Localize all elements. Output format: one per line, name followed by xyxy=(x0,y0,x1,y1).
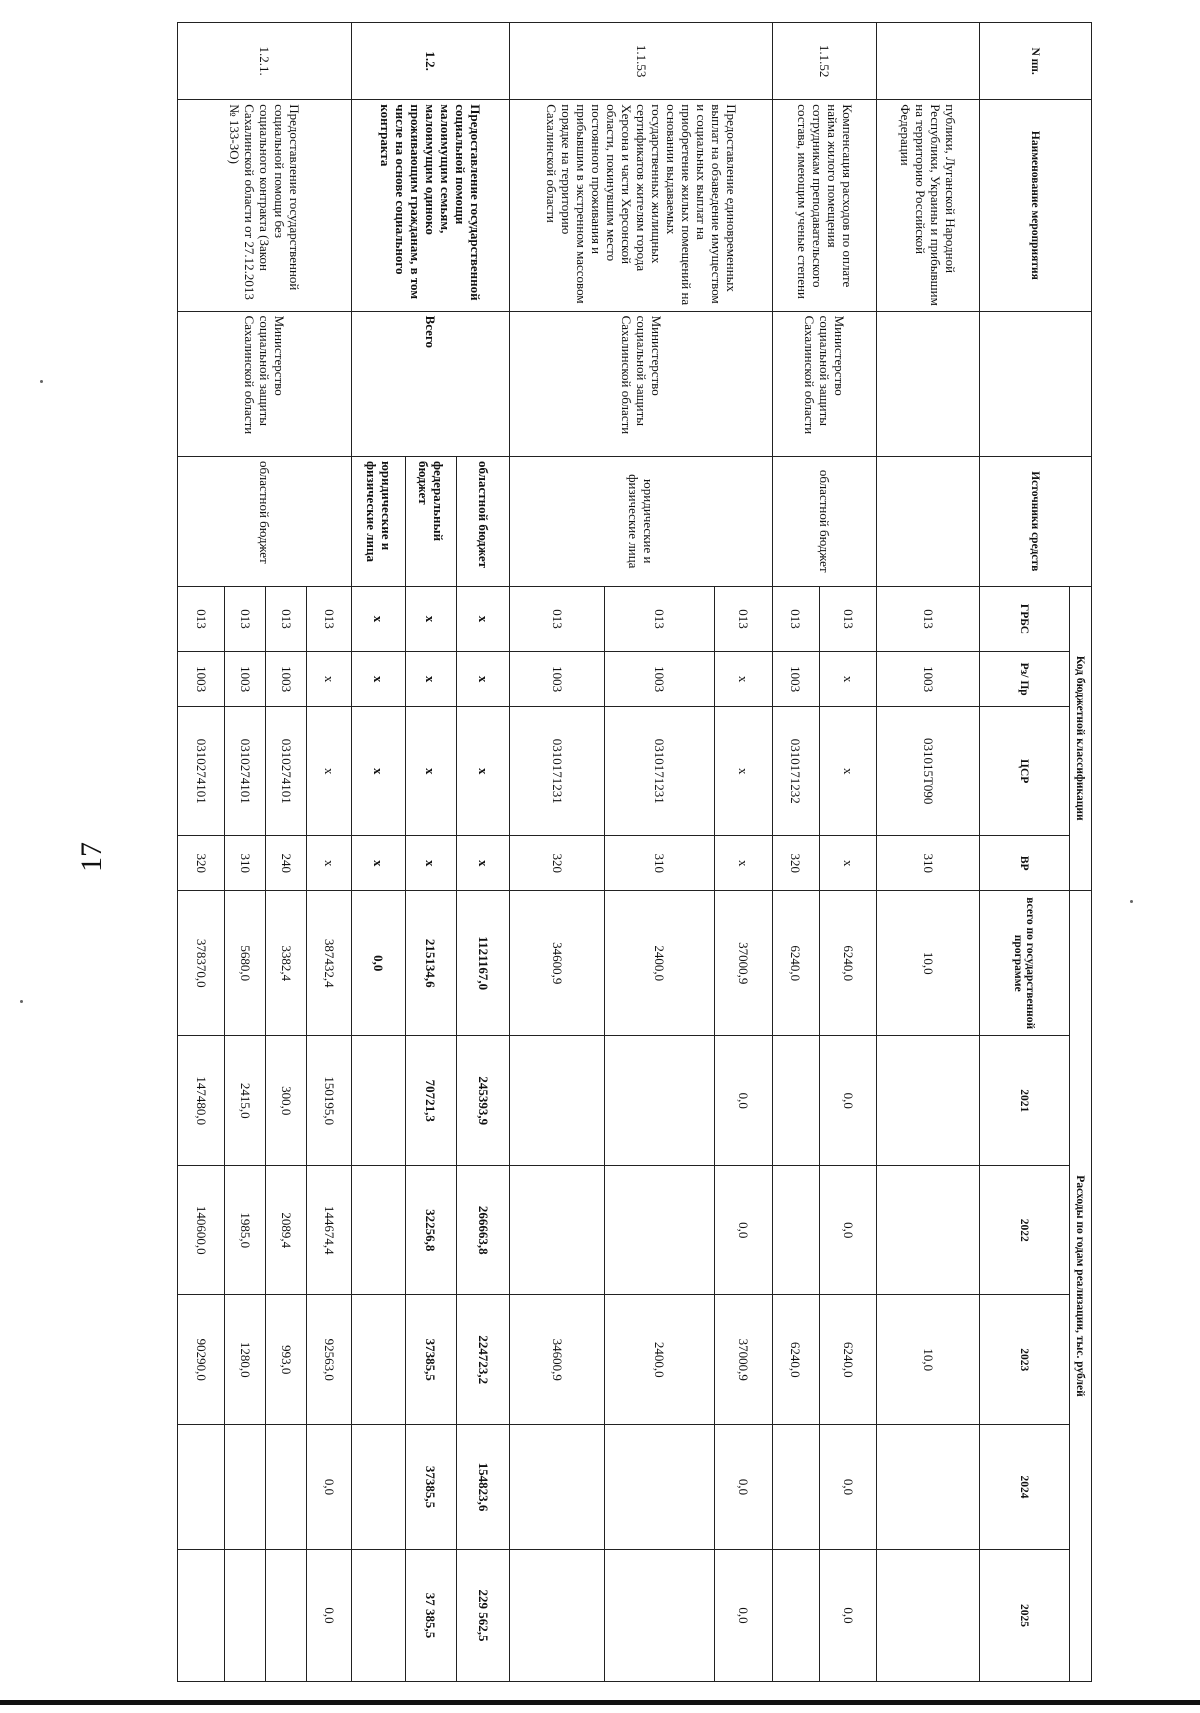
rotated-table-container xyxy=(177,22,1092,1682)
budget-table xyxy=(177,22,1092,1682)
cell-2025 xyxy=(225,1549,266,1681)
cell-rzpr: х xyxy=(820,652,877,707)
cell-vr: 310 xyxy=(225,836,266,891)
cell-executor xyxy=(877,311,980,456)
cell-rzpr: х xyxy=(352,652,405,707)
cell-2021: 2415,0 xyxy=(225,1036,266,1166)
cell-grbs: 013 xyxy=(510,586,604,652)
cell-csr: 031015Т090 xyxy=(877,706,980,836)
cell-2021: 147480,0 xyxy=(178,1036,225,1166)
header-kbk-group: Код бюджетной классификации xyxy=(1070,586,1092,891)
cell-2022 xyxy=(772,1165,819,1295)
cell-executor: Министерство социальной защиты Сахалинской области xyxy=(178,311,352,456)
cell-2025: 0,0 xyxy=(820,1549,877,1681)
cell-2021: 300,0 xyxy=(266,1036,307,1166)
cell-vr: х xyxy=(352,836,405,891)
cell-2022: 2089,4 xyxy=(266,1165,307,1295)
header-rzpr: Рз/ Пр xyxy=(980,652,1070,707)
cell-2025 xyxy=(266,1549,307,1681)
cell-grbs: 013 xyxy=(820,586,877,652)
cell-2024: 0,0 xyxy=(820,1424,877,1549)
cell-2022 xyxy=(510,1165,604,1295)
cell-source: юридические и физические лица xyxy=(510,457,773,587)
scan-bottom-edge xyxy=(0,1700,1200,1705)
cell-2021: 70721,3 xyxy=(405,1036,456,1166)
cell-2023: 92563,0 xyxy=(307,1295,352,1425)
cell-rzpr: х xyxy=(457,652,510,707)
cell-total: 6240,0 xyxy=(772,891,819,1036)
header-csr: ЦСР xyxy=(980,706,1070,836)
cell-grbs: х xyxy=(405,586,456,652)
cell-total: 0,0 xyxy=(352,891,405,1036)
cell-2025 xyxy=(178,1549,225,1681)
cell-2024 xyxy=(772,1424,819,1549)
scan-speck xyxy=(40,380,43,383)
cell-vr: х xyxy=(307,836,352,891)
cell-csr: 0310171231 xyxy=(604,706,715,836)
cell-2023: 2400,0 xyxy=(604,1295,715,1425)
cell-csr: х xyxy=(405,706,456,836)
cell-2021 xyxy=(772,1036,819,1166)
cell-name: Предоставление единовременных выплат на обзаведение имуществом и социальных выплат на приобретение жилых помещений на основании выдаваемых государственных жилищных сертификатов жителям города Херсона и части Херсонской области, покинувшим место постоянного проживания и прибывшим в экстренном массовом порядке на территорию Сахалинской области xyxy=(510,100,773,311)
cell-2023: 37385,5 xyxy=(405,1295,456,1425)
cell-2025 xyxy=(877,1549,980,1681)
cell-grbs: 013 xyxy=(225,586,266,652)
cell-2022: 144674,4 xyxy=(307,1165,352,1295)
cell-vr: х xyxy=(405,836,456,891)
page-number: 17 xyxy=(75,842,108,872)
cell-2024 xyxy=(178,1424,225,1549)
cell-rzpr: 1003 xyxy=(604,652,715,707)
cell-2024 xyxy=(604,1424,715,1549)
cell-executor: Министерство социальной защиты Сахалинской области xyxy=(510,311,773,456)
cell-2022: 140600,0 xyxy=(178,1165,225,1295)
scan-speck xyxy=(1130,900,1133,903)
header-grbs: ГРБС xyxy=(980,586,1070,652)
header-executor xyxy=(980,311,1092,456)
header-2021: 2021 xyxy=(980,1036,1070,1166)
cell-2024: 0,0 xyxy=(307,1424,352,1549)
cell-2023 xyxy=(352,1295,405,1425)
cell-total: 378370,0 xyxy=(178,891,225,1036)
cell-2024: 37385,5 xyxy=(405,1424,456,1549)
table-row xyxy=(715,23,772,1682)
cell-grbs: 013 xyxy=(178,586,225,652)
cell-2022: 0,0 xyxy=(820,1165,877,1295)
cell-csr: х xyxy=(457,706,510,836)
cell-2024 xyxy=(352,1424,405,1549)
cell-2021: 0,0 xyxy=(820,1036,877,1166)
cell-rzpr: 1003 xyxy=(266,652,307,707)
cell-grbs: 013 xyxy=(307,586,352,652)
cell-2024: 154823,6 xyxy=(457,1424,510,1549)
cell-csr: 0310274101 xyxy=(266,706,307,836)
cell-source: юридические и физические лица xyxy=(352,457,405,587)
cell-2023: 6240,0 xyxy=(820,1295,877,1425)
cell-grbs: 013 xyxy=(604,586,715,652)
cell-source: федеральный бюджет xyxy=(405,457,456,587)
cell-vr: х xyxy=(820,836,877,891)
cell-csr: 0310171231 xyxy=(510,706,604,836)
cell-vr: х xyxy=(715,836,772,891)
cell-grbs: 013 xyxy=(877,586,980,652)
cell-2022: 0,0 xyxy=(715,1165,772,1295)
header-source: Источники средств xyxy=(980,457,1092,587)
cell-2022 xyxy=(877,1165,980,1295)
cell-vr: 240 xyxy=(266,836,307,891)
cell-grbs: 013 xyxy=(715,586,772,652)
cell-num: 1.2. xyxy=(352,23,510,100)
cell-vr: 320 xyxy=(510,836,604,891)
cell-num: 1.2.1. xyxy=(178,23,352,100)
cell-2023: 10,0 xyxy=(877,1295,980,1425)
cell-2021: 245393,9 xyxy=(457,1036,510,1166)
header-vr: ВР xyxy=(980,836,1070,891)
header-2022: 2022 xyxy=(980,1165,1070,1295)
cell-vr: 310 xyxy=(877,836,980,891)
cell-2023: 37000,9 xyxy=(715,1295,772,1425)
header-num: N пп. xyxy=(980,23,1092,100)
cell-source xyxy=(877,457,980,587)
cell-rzpr: 1003 xyxy=(877,652,980,707)
cell-2023: 90290,0 xyxy=(178,1295,225,1425)
cell-2025 xyxy=(510,1549,604,1681)
cell-total: 387432,4 xyxy=(307,891,352,1036)
cell-rzpr: 1003 xyxy=(510,652,604,707)
cell-total: 215134,6 xyxy=(405,891,456,1036)
cell-2024 xyxy=(877,1424,980,1549)
cell-2023: 1280,0 xyxy=(225,1295,266,1425)
cell-2022: 266663,8 xyxy=(457,1165,510,1295)
cell-total: 3382,4 xyxy=(266,891,307,1036)
scan-speck xyxy=(20,1000,23,1003)
cell-csr: х xyxy=(715,706,772,836)
cell-2021: 0,0 xyxy=(715,1036,772,1166)
cell-grbs: 013 xyxy=(772,586,819,652)
cell-rzpr: 1003 xyxy=(772,652,819,707)
header-total: всего по государственной программе xyxy=(980,891,1070,1036)
cell-rzpr: х xyxy=(715,652,772,707)
cell-total: 10,0 xyxy=(877,891,980,1036)
cell-total: 34600,9 xyxy=(510,891,604,1036)
cell-total: 2400,0 xyxy=(604,891,715,1036)
cell-2024 xyxy=(266,1424,307,1549)
cell-grbs: х xyxy=(457,586,510,652)
cell-csr: х xyxy=(820,706,877,836)
table-row xyxy=(307,23,352,1682)
cell-grbs: 013 xyxy=(266,586,307,652)
cell-2021 xyxy=(604,1036,715,1166)
cell-csr: х xyxy=(352,706,405,836)
cell-rzpr: х xyxy=(307,652,352,707)
cell-2023: 993,0 xyxy=(266,1295,307,1425)
table-row xyxy=(457,23,510,1682)
cell-2021 xyxy=(877,1036,980,1166)
header-2024: 2024 xyxy=(980,1424,1070,1549)
cell-2021 xyxy=(510,1036,604,1166)
cell-total: 5680,0 xyxy=(225,891,266,1036)
cell-2022 xyxy=(604,1165,715,1295)
cell-vr: х xyxy=(457,836,510,891)
cell-name: Компенсация расходов по оплате найма жилого помещения сотрудникам преподавательского состава, имеющим ученые степени xyxy=(772,100,877,311)
cell-2023: 6240,0 xyxy=(772,1295,819,1425)
header-2023: 2023 xyxy=(980,1295,1070,1425)
cell-2022: 32256,8 xyxy=(405,1165,456,1295)
cell-csr: 0310274101 xyxy=(178,706,225,836)
cell-2021: 150195,0 xyxy=(307,1036,352,1166)
cell-csr: 0310274101 xyxy=(225,706,266,836)
cell-rzpr: 1003 xyxy=(225,652,266,707)
cell-2025: 37 385,5 xyxy=(405,1549,456,1681)
cell-2024: 0,0 xyxy=(715,1424,772,1549)
header-years-group: Расходы по годам реализации, тыс. рублей xyxy=(1070,891,1092,1682)
cell-grbs: х xyxy=(352,586,405,652)
cell-executor: Министерство социальной защиты Сахалинской области xyxy=(772,311,877,456)
cell-num: 1.1.53 xyxy=(510,23,773,100)
cell-vr: 310 xyxy=(604,836,715,891)
cell-total: 6240,0 xyxy=(820,891,877,1036)
cell-rzpr: 1003 xyxy=(178,652,225,707)
cell-total: 1121167,0 xyxy=(457,891,510,1036)
cell-2023: 34600,9 xyxy=(510,1295,604,1425)
cell-2025 xyxy=(772,1549,819,1681)
cell-2022 xyxy=(352,1165,405,1295)
cell-source: областной бюджет xyxy=(457,457,510,587)
cell-num xyxy=(877,23,980,100)
table-row xyxy=(820,23,877,1682)
cell-2025: 0,0 xyxy=(307,1549,352,1681)
cell-2024 xyxy=(225,1424,266,1549)
cell-2024 xyxy=(510,1424,604,1549)
cell-source: областной бюджет xyxy=(772,457,877,587)
header-2025: 2025 xyxy=(980,1549,1070,1681)
cell-2022: 1985,0 xyxy=(225,1165,266,1295)
cell-csr: х xyxy=(307,706,352,836)
cell-2021 xyxy=(352,1036,405,1166)
cell-2025 xyxy=(604,1549,715,1681)
cell-2025: 0,0 xyxy=(715,1549,772,1681)
header-name: Наименование мероприятия xyxy=(980,100,1092,311)
cell-vr: 320 xyxy=(178,836,225,891)
cell-num: 1.1.52 xyxy=(772,23,877,100)
cell-csr: 0310171232 xyxy=(772,706,819,836)
cell-2023: 224723,2 xyxy=(457,1295,510,1425)
cell-total: 37000,9 xyxy=(715,891,772,1036)
cell-2025 xyxy=(352,1549,405,1681)
cell-name: Предоставление государственной социальной помощи малоимущим семьям, малоимущим одиноко проживающим гражданам, в том числе на основе социального контракта xyxy=(352,100,510,311)
cell-rzpr: х xyxy=(405,652,456,707)
cell-vr: 320 xyxy=(772,836,819,891)
cell-source: областной бюджет xyxy=(178,457,352,587)
table-row xyxy=(877,23,980,1682)
cell-executor: Всего xyxy=(352,311,510,456)
cell-2025: 229 562,5 xyxy=(457,1549,510,1681)
cell-name: Предоставление государственной социальной помощи без социального контракта (Закон Сахалинской области от 27.12.2013 № 133-ЗО) xyxy=(178,100,352,311)
cell-name: публики, Луганской Народной Республики, Украины и прибывшим на территорию Российской Федерации xyxy=(877,100,980,311)
